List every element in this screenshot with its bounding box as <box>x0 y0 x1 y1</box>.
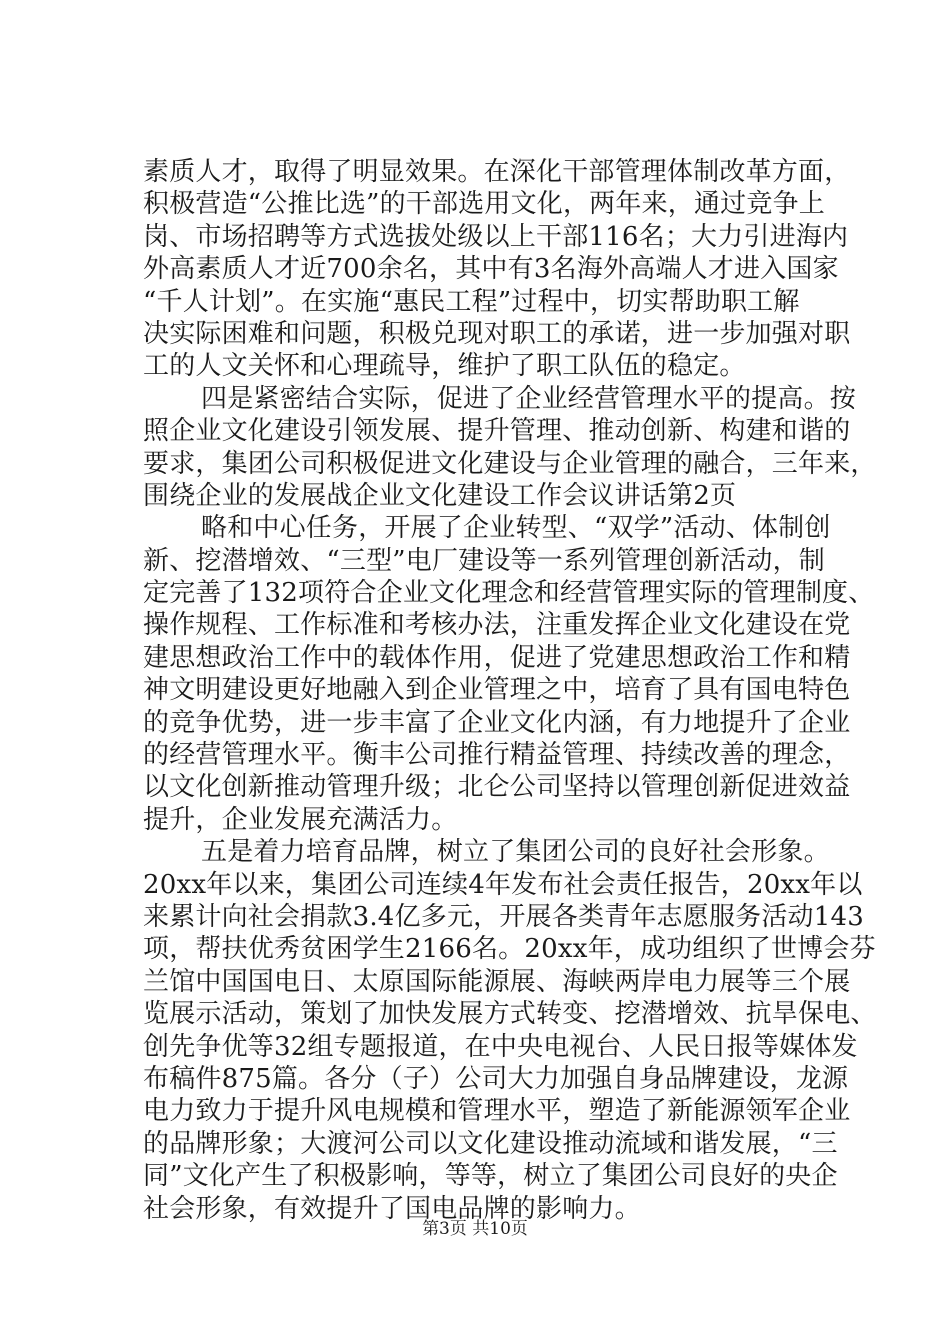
text-line: 的品牌形象；大渡河公司以文化建设推动流域和谐发展，“三 <box>143 1128 838 1159</box>
text-line: “千人计划”。在实施“惠民工程”过程中，切实帮助职工解 <box>143 286 800 317</box>
page-number-footer: 第3页 共10页 <box>422 1219 528 1239</box>
text-line: 积极营造“公推比选”的干部选用文化，两年来，通过竞争上 <box>143 189 825 220</box>
text-line: 围绕企业的发展战企业文化建设工作会议讲话第2页 <box>143 480 737 511</box>
text-line: 操作规程、工作标准和考核办法，注重发挥企业文化建设在党 <box>143 610 851 641</box>
text-line: 创先争优等32组专题报道，在中央电视台、人民日报等媒体发 <box>143 1031 858 1062</box>
text-line: 工的人文关怀和心理疏导，维护了职工队伍的稳定。 <box>143 351 746 382</box>
text-line: 来累计向社会捐款3.4亿多元，开展各类青年志愿服务活动143 <box>143 901 864 932</box>
text-line: 定完善了132项符合企业文化理念和经营管理实际的管理制度、 <box>143 578 875 609</box>
text-line: 决实际困难和问题，积极兑现对职工的承诺，进一步加强对职 <box>143 318 851 349</box>
text-line: 提升，企业发展充满活力。 <box>143 804 458 835</box>
text-line: 岗、市场招聘等方式选拔处级以上干部116名；大力引进海内 <box>143 221 849 252</box>
text-line: 照企业文化建设引领发展、提升管理、推动创新、构建和谐的 <box>143 416 851 447</box>
text-line: 的竞争优势，进一步丰富了企业文化内涵，有力地提升了企业 <box>143 707 851 738</box>
paragraph-start-line: 四是紧密结合实际，促进了企业经营管理水平的提高。按 <box>201 383 857 414</box>
text-line: 神文明建设更好地融入到企业管理之中，培育了具有国电特色 <box>143 675 851 706</box>
paragraph-start-line: 五是着力培育品牌，树立了集团公司的良好社会形象。 <box>201 837 830 868</box>
text-line: 素质人才，取得了明显效果。在深化干部管理体制改革方面， <box>143 157 851 187</box>
text-line: 电力致力于提升风电规模和管理水平，塑造了新能源领军企业 <box>143 1096 851 1127</box>
text-line: 社会形象，有效提升了国电品牌的影响力。 <box>143 1193 641 1224</box>
text-line: 览展示活动，策划了加快发展方式转变、挖潜增效、抗旱保电、 <box>143 999 877 1030</box>
text-line: 兰馆中国国电日、太原国际能源展、海峡两岸电力展等三个展 <box>143 966 851 997</box>
text-line: 同”文化产生了积极影响，等等，树立了集团公司良好的央企 <box>143 1161 838 1192</box>
text-line: 20xx年以来，集团公司连续4年发布社会责任报告，20xx年以 <box>143 869 863 900</box>
paragraph-start-line: 略和中心任务，开展了企业转型、“双学”活动、体制创 <box>201 513 831 544</box>
text-line: 的经营管理水平。衡丰公司推行精益管理、持续改善的理念， <box>143 740 851 771</box>
text-line: 要求，集团公司积极促进文化建设与企业管理的融合，三年来， <box>143 448 877 479</box>
text-line: 外高素质人才近700余名，其中有3名海外高端人才进入国家 <box>143 254 839 285</box>
body-text <box>143 156 877 1225</box>
text-line: 项，帮扶优秀贫困学生2166名。20xx年，成功组织了世博会芬 <box>143 934 876 965</box>
text-line: 布稿件875篇。各分（子）公司大力加强自身品牌建设，龙源 <box>143 1063 849 1094</box>
text-line: 以文化创新推动管理升级；北仑公司坚持以管理创新促进效益 <box>143 772 851 803</box>
text-line: 建思想政治工作中的载体作用，促进了党建思想政治工作和精 <box>143 642 851 673</box>
text-line: 新、挖潜增效、“三型”电厂建设等一系列管理创新活动，制 <box>143 545 825 576</box>
